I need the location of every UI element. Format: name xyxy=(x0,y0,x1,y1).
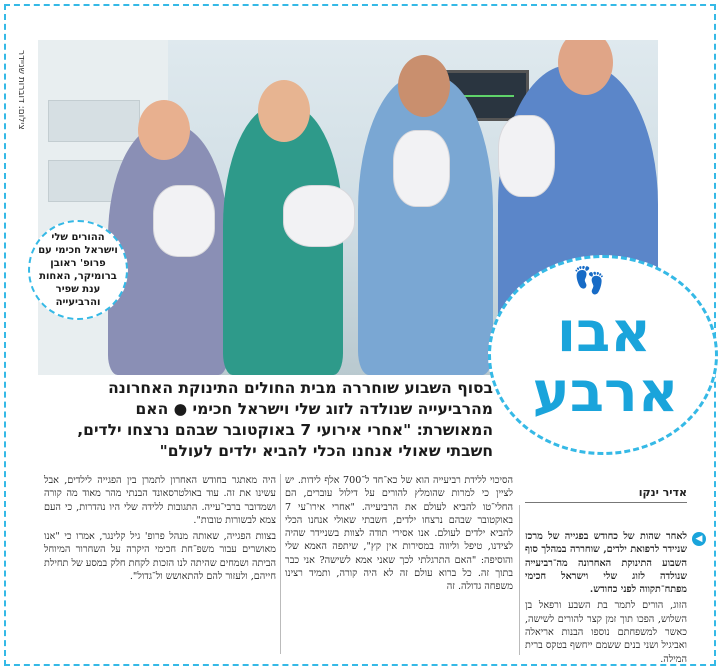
column-divider xyxy=(519,505,520,655)
photo-baby xyxy=(498,115,555,197)
photo-person-father xyxy=(358,75,493,375)
article-column-2 xyxy=(285,474,513,597)
article-paragraph: הזוג, הורים לתמר בת השבע ורפאל בן השלוש, הפכו תוך זמן קצר להורים לשישה, כאשר למשפחתם נוספו הבנות אריאלה ואביגיל ושני בנים ששמם ייחשף בטקס ברית המילה. xyxy=(525,600,687,665)
subheadline xyxy=(38,378,493,462)
title-line-1: אבו xyxy=(556,300,652,365)
article-column-3 xyxy=(44,474,276,586)
lead-arrow-icon: ◀ xyxy=(692,532,706,546)
article-paragraph: בצוות הפגייה, שאותה מנהל פרופ' גיל קלינגר, אמרו כי "אנו מאושרים עבור משפ־חת חכימי היקרה על השחרור המיוחל הביתה ושמחים שהיתה לנו הזכות לקחת חלק במסע של תחילת חייהם, ולעזור להם להתאושש ול־גדול". xyxy=(44,531,276,583)
baby-feet-icon: 👣 xyxy=(573,266,602,296)
column-divider xyxy=(280,474,281,654)
byline: אדיר ינקו xyxy=(638,486,687,499)
title-badge xyxy=(488,255,718,455)
subheadline-line: מהרביעייה שנולדה לזוג שלי וישראל חכימי ● האם xyxy=(135,400,493,418)
photo-baby xyxy=(393,130,450,207)
photo-person-head xyxy=(138,100,190,160)
article-column-1 xyxy=(525,530,687,669)
byline-divider xyxy=(525,502,687,503)
photo-baby xyxy=(153,185,215,257)
subheadline-line: בסוף השבוע שוחררה מבית החולים התינוקת האחרונה xyxy=(108,379,493,397)
article-paragraph: היה מאתגר בחודש האחרון לתמרן בין הפגייה לילדים, אבל עשינו את זה. עוד באולטרסאונד הבנתי מהר מאוד מה קורה ושמדובר ברבי־עייה. התגובות ללידה שלי היו נהדרות, כי העם צמא לבשורות טובות". xyxy=(44,475,276,526)
photo-shelf xyxy=(48,100,140,142)
subheadline-line: חשבתי שאולי אנחנו הכלי להביא ילדים לעולם" xyxy=(159,442,493,460)
photo-caption: ההורים שלי וישראל חכימי עם פרופ' ראובן ברומיקר, האחות ענת שפיר והרביעייה xyxy=(38,232,118,308)
title-line-2: ארבע xyxy=(532,360,679,425)
photo-baby xyxy=(283,185,355,247)
article-lead: לאחר שהות של כחודש בפגייה של מרכז שניידר לרפואת ילדים, שוחררה במהלך סוף השבוע התינוקת האחרונה מה־רביעייה שנולדה לזוג שלי וישראל חכימי מפתח־תקווה לפני כחודש. xyxy=(525,531,687,596)
article-paragraph: הסיכוי ללידת רביעייה הוא של כא־חד ל־700 אלף לידות. יש לציין כי למרות שהומלץ להורים על דילול עוברים, הם החלי־טו להביא לעולם את הרביעייה. "אחרי אירו־עי 7 באוקטובר שבהם נרצחו ילדים, חשבתי שאולי אנחנו הכלי להביא ילדים לעולם. אנו אסירי תודה לצוות בשניידר שהיה לצידנו, טיפל וליווה במסירות אין קץ", שיתפה האמא שלי והוסיפה: "האם התרגלתי לכך שאני אמא לשישה? אני כבר בתוך זה. כל ברוא עולם זה לא היה קורה, ותמיד רצינו משפחה גדולה. זה xyxy=(285,475,513,593)
subheadline-line: המאושרת: "אחרי אירועי 7 באוקטובר שבהם נרצחו ילדים, xyxy=(77,421,493,439)
photo-person-head xyxy=(258,80,310,142)
photo-person-head xyxy=(398,55,450,117)
photo-credit: צילום: דוברות שניידר xyxy=(16,50,26,130)
photo-caption-bubble xyxy=(28,220,128,320)
